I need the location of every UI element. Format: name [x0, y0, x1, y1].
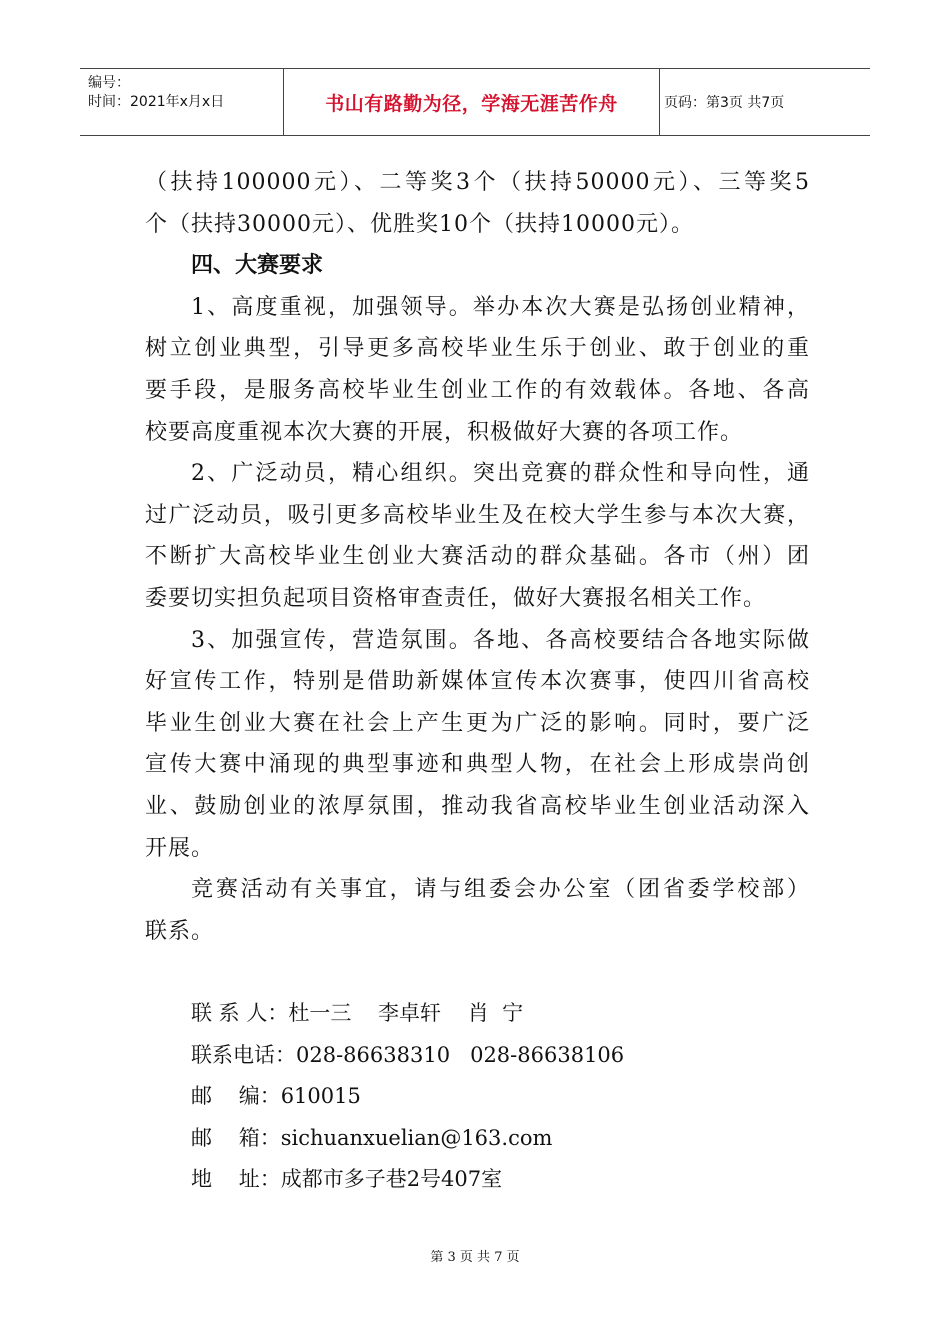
header-meta-cell	[80, 69, 284, 135]
paragraph-line: 过广泛动员，吸引更多高校毕业生及在校大学生参与本次大赛，	[145, 502, 810, 528]
paragraph-line: 树立创业典型，引导更多高校毕业生乐于创业、敢于创业的重	[145, 336, 810, 362]
paragraph-line: 宣传大赛中涌现的典型事迹和典型人物，在社会上形成崇尚创	[145, 752, 810, 778]
paragraph-line: 不断扩大高校毕业生创业大赛活动的群众基础。各市（州）团	[145, 544, 810, 570]
document-body	[145, 162, 810, 1201]
paragraph-line: 要手段，是服务高校毕业生创业工作的有效载体。各地、各高	[145, 377, 810, 403]
contact-email: 邮 箱：sichuanxuelian@163.com	[191, 1125, 553, 1150]
document-number-label: 编号：	[88, 75, 130, 91]
paragraph-line: 毕业生创业大赛在社会上产生更为广泛的影响。同时，要广泛	[145, 710, 810, 736]
paragraph-last-line: 委要切实担负起项目资格审查责任，做好大赛报名相关工作。	[145, 585, 767, 611]
contact-address: 地 址：成都市多子巷2号407室	[191, 1167, 503, 1192]
body-line: （扶持100000元）、二等奖3个（扶持50000元）、三等奖5	[145, 170, 810, 195]
contact-postcode: 邮 编：610015	[191, 1084, 361, 1109]
page-footer: 第 3 页 共 7 页	[430, 1250, 520, 1265]
paragraph-first-line: 2、广泛动员，精心组织。突出竞赛的群众性和导向性，通	[191, 461, 810, 487]
section-heading: 四、大赛要求	[191, 253, 324, 279]
header-motto: 书山有路勤为径，学海无涯苦作舟	[284, 69, 660, 135]
paragraph-last-line: 校要高度重视本次大赛的开展，积极做好大赛的各项工作。	[145, 419, 744, 445]
document-time-label: 时间：2021年x月x日	[88, 94, 225, 110]
body-line: 个（扶持30000元）、优胜奖10个（扶持10000元）。	[145, 211, 694, 237]
paragraph-line: 业、鼓励创业的浓厚氛围，推动我省高校毕业生创业活动深入	[145, 793, 810, 819]
header-page-info: 页码：第3页 共7页	[664, 95, 785, 111]
paragraph-first-line: 1、高度重视，加强领导。举办本次大赛是弘扬创业精神，	[191, 294, 810, 320]
contact-phone: 联系电话：028-86638310 028-86638106	[191, 1042, 625, 1067]
spacer	[145, 952, 810, 993]
page-header	[80, 68, 870, 136]
paragraph-last-line: 开展。	[145, 835, 215, 861]
paragraph-first-line: 竞赛活动有关事宜，请与组委会办公室（团省委学校部）	[191, 877, 810, 903]
paragraph-line: 好宣传工作，特别是借助新媒体宣传本次赛事，使四川省高校	[145, 669, 810, 695]
paragraph-last-line: 联系。	[145, 918, 215, 944]
paragraph-first-line: 3、加强宣传，营造氛围。各地、各高校要结合各地实际做	[191, 627, 810, 653]
contact-person: 联 系 人：杜一三 李卓轩 肖 宁	[191, 1001, 524, 1026]
